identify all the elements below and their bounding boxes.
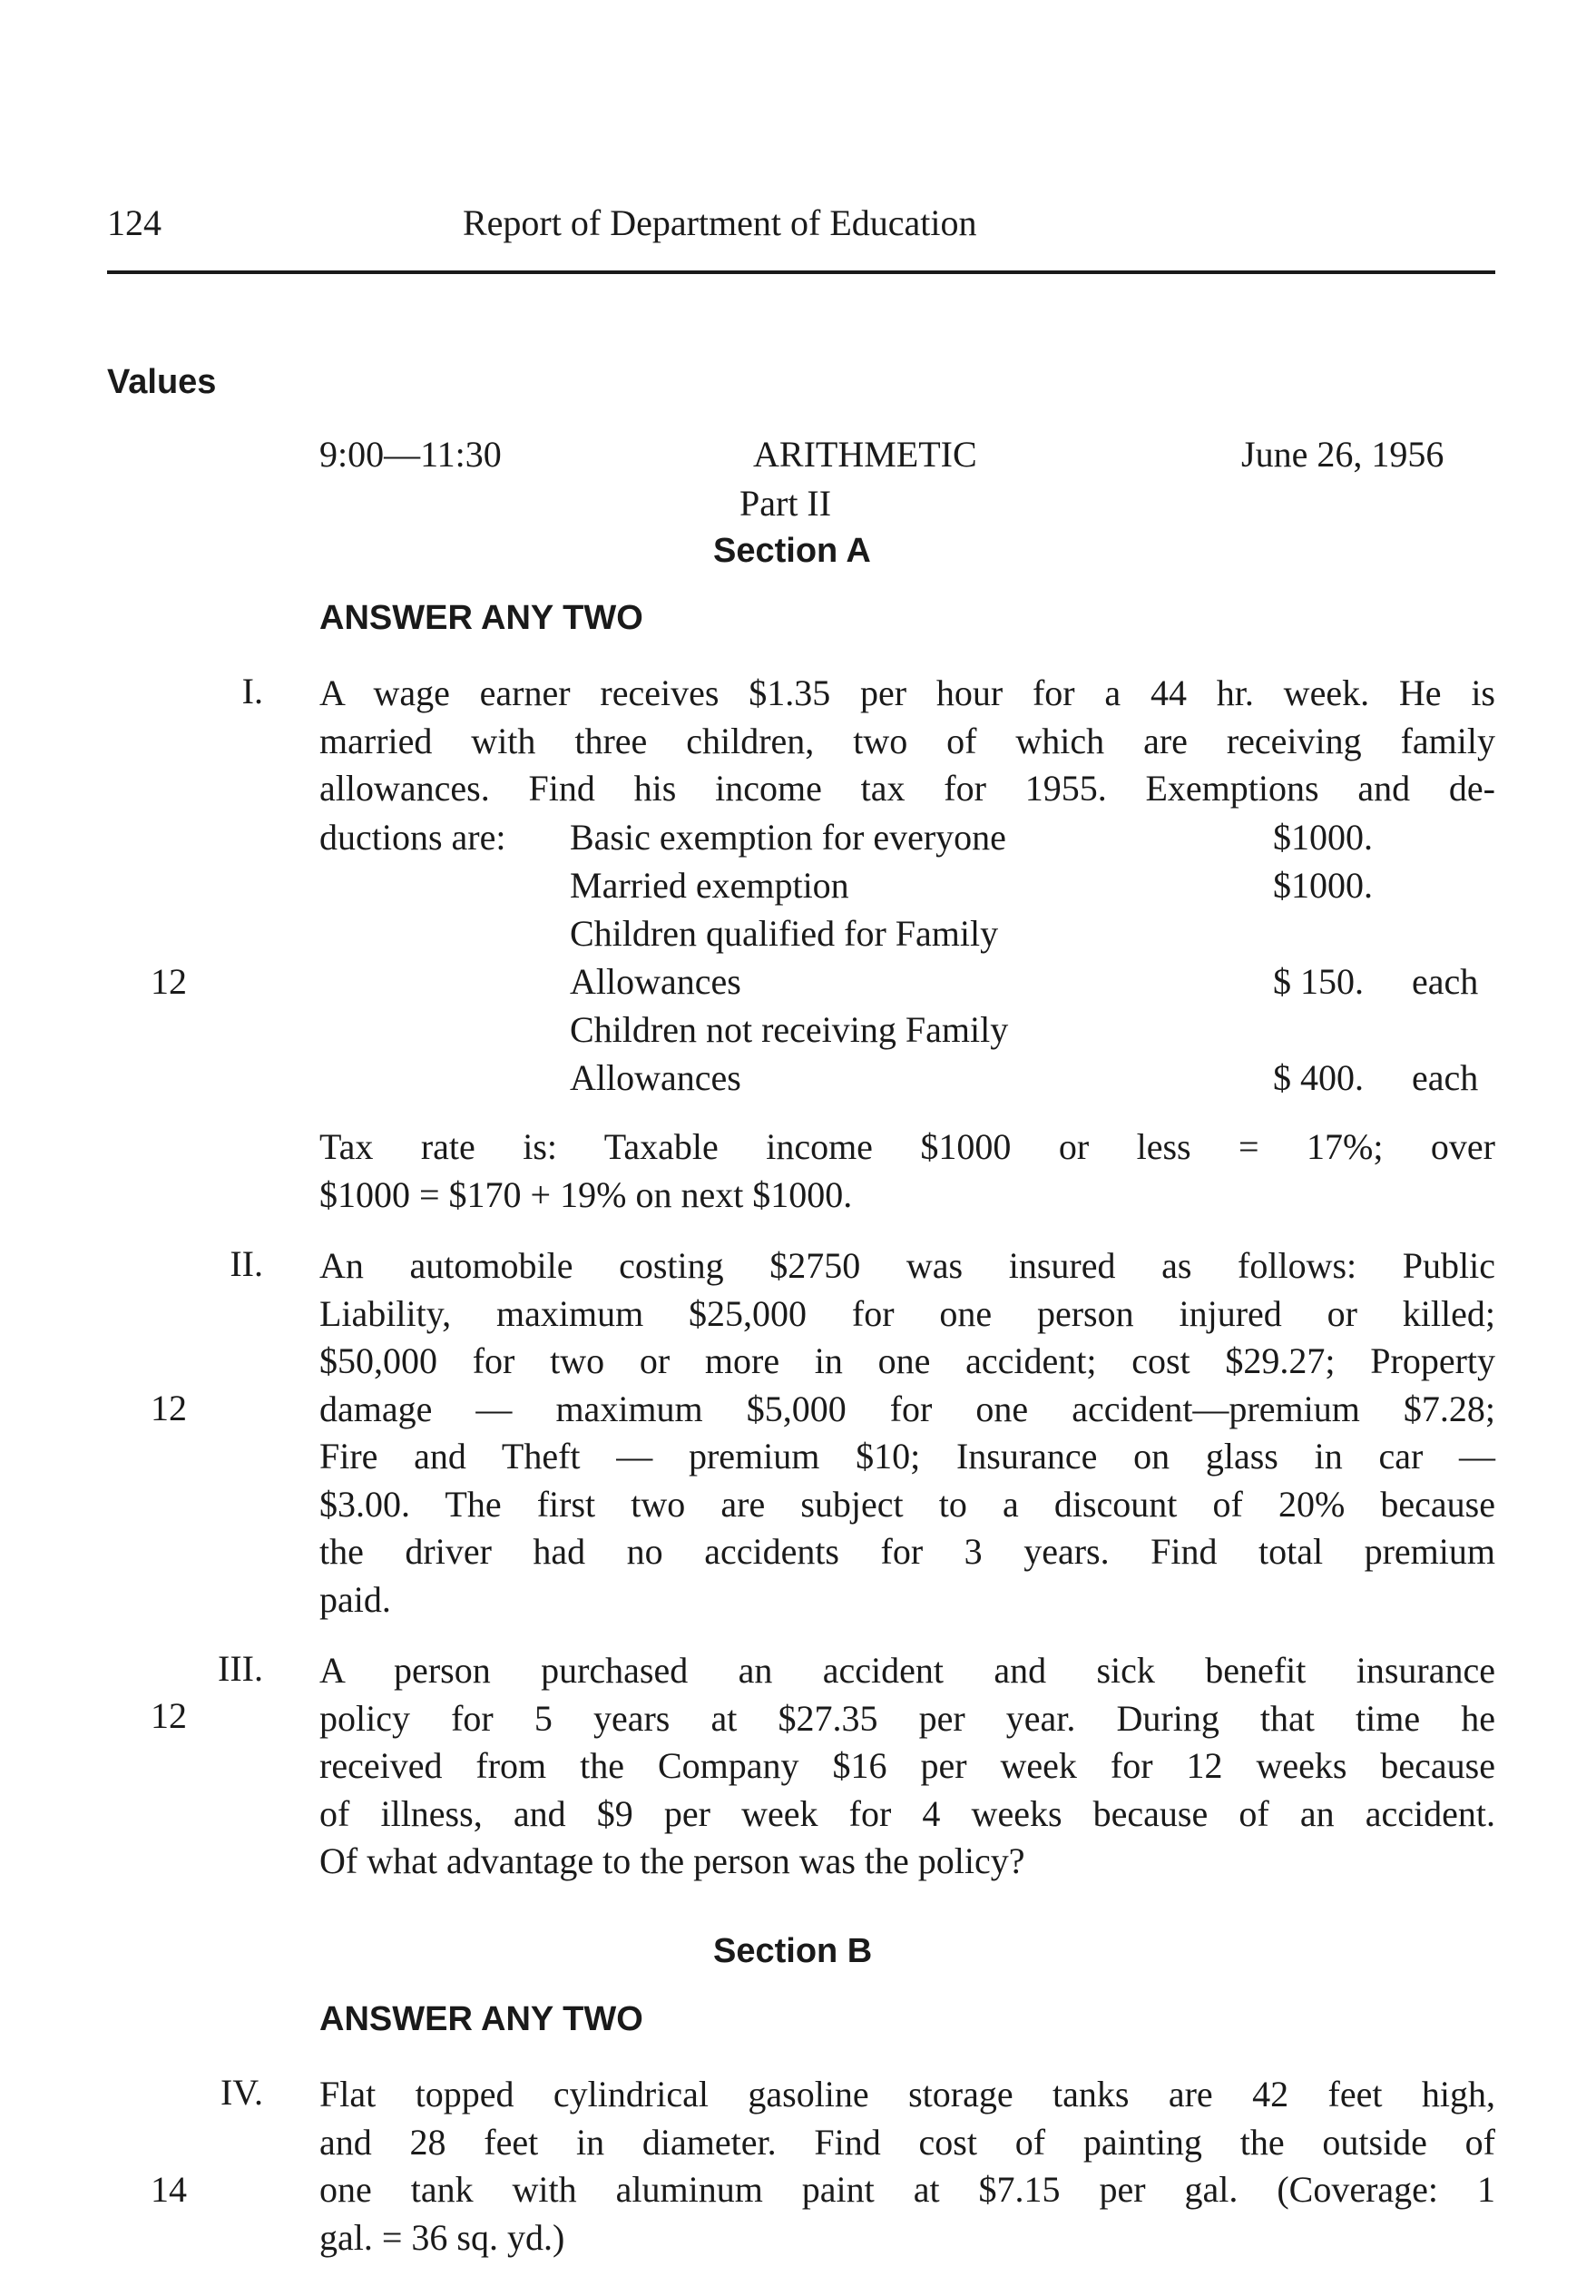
text-line: one tank with aluminum paint at $7.15 per gal. (Coverage: 1	[319, 2169, 1495, 2210]
exemption-each: each	[1412, 1057, 1479, 1098]
exam-subject: ARITHMETIC	[753, 434, 977, 475]
exemption-label: Basic exemption for everyone	[570, 817, 1006, 858]
question-value: 12	[151, 1388, 187, 1428]
page-number: 124	[107, 202, 162, 243]
text-line: of illness, and $9 per week for 4 weeks because of an accident.	[319, 1792, 1495, 1834]
question-text	[319, 2071, 1495, 2262]
question-number: II.	[230, 1243, 263, 1284]
exemption-label: Allowances	[570, 1057, 741, 1098]
section-a-instruction: ANSWER ANY TWO	[319, 599, 643, 637]
exemption-each: each	[1412, 961, 1479, 1002]
exemption-label: Children qualified for Family	[570, 913, 999, 954]
exemption-amount: $1000.	[1273, 865, 1373, 906]
question-text	[319, 670, 1495, 813]
exemption-amount: $1000.	[1273, 817, 1373, 858]
text-line: received from the Company $16 per week for 12 weeks because	[319, 1745, 1495, 1786]
question-value: 12	[151, 961, 187, 1002]
question-number: III.	[218, 1648, 263, 1689]
question-text	[319, 1647, 1495, 1886]
text-line: A person purchased an accident and sick benefit insurance	[319, 1650, 1495, 1691]
text-line: An automobile costing $2750 was insured as follows: Public	[319, 1245, 1495, 1286]
values-label: Values	[107, 363, 217, 401]
text-line: Fire and Theft — premium $10; Insurance on glass in car —	[319, 1436, 1495, 1477]
question-number: IV.	[220, 2072, 263, 2113]
text-line: paid.	[319, 1578, 391, 1620]
exemption-amount: $ 150.	[1273, 961, 1364, 1002]
question-number: I.	[241, 671, 263, 711]
exemption-amount: $ 400.	[1273, 1057, 1364, 1098]
tax-rate-text	[319, 1123, 1495, 1219]
text-line: damage — maximum $5,000 for one accident—premium $7.28;	[319, 1388, 1495, 1429]
exam-date: June 26, 1956	[1241, 434, 1444, 475]
text-line: policy for 5 years at $27.35 per year. During that time he	[319, 1697, 1495, 1739]
text-line: $3.00. The first two are subject to a discount of 20% because	[319, 1483, 1495, 1525]
section-b-instruction: ANSWER ANY TWO	[319, 2000, 643, 2038]
exam-time: 9:00—11:30	[319, 434, 502, 475]
text-line: Tax rate is: Taxable income $1000 or less = 17%; over	[319, 1126, 1495, 1167]
question-value: 14	[151, 2169, 187, 2210]
text-line: Flat topped cylindrical gasoline storage tanks are 42 feet high,	[319, 2074, 1495, 2114]
exemptions-intro: ductions are:	[319, 817, 506, 858]
exemption-label: Children not receiving Family	[570, 1009, 1009, 1050]
exemption-label: Married exemption	[570, 865, 849, 906]
text-line: $1000 = $170 + 19% on next $1000.	[319, 1173, 853, 1215]
header-rule	[107, 270, 1495, 274]
text-line: allowances. Find his income tax for 1955. Exemptions and de-	[319, 768, 1495, 809]
text-line: $50,000 for two or more in one accident; cost $29.27; Property	[319, 1340, 1495, 1381]
text-line: Liability, maximum $25,000 for one person injured or killed;	[319, 1292, 1495, 1334]
text-line: A wage earner receives $1.35 per hour for a 44 hr. week. He is	[319, 672, 1495, 713]
section-b-title: Section B	[713, 1932, 873, 1970]
text-line: Of what advantage to the person was the policy?	[319, 1840, 1025, 1881]
running-title: Report of Department of Education	[463, 202, 977, 243]
exam-part: Part II	[739, 483, 832, 524]
text-line: gal. = 36 sq. yd.)	[319, 2216, 565, 2258]
section-a-title: Section A	[713, 532, 871, 570]
text-line: and 28 feet in diameter. Find cost of painting the outside of	[319, 2121, 1495, 2163]
exemption-label: Allowances	[570, 961, 741, 1002]
question-value: 12	[151, 1695, 187, 1736]
text-line: married with three children, two of which are receiving family	[319, 720, 1495, 761]
text-line: the driver had no accidents for 3 years. Find total premium	[319, 1531, 1495, 1572]
question-text	[319, 1242, 1495, 1624]
